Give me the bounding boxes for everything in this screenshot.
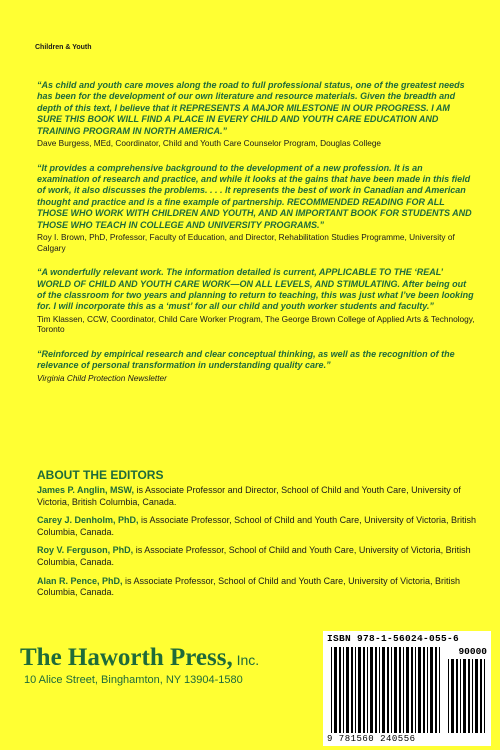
barcode-bar [475, 659, 478, 733]
review-quote: “It provides a comprehensive background to the development of a new profession. It is an examination of research and practice, and while it looks at the gains that have been made in this field of work, it also discusses the problems. . . . It represents the best of work in Canadian and American thought and practice and is a fine example of partnership. RECOMMENDED READING FOR ALL THOSE WHO WORK WITH CHILDREN AND YOUTH, AND AN IMPORTANT BOOK FOR STUDENTS AND THOSE WHO TEACH IN COLLEGE AND UNIVERSITY PROGRAMS.” [37, 162, 472, 230]
about-the-editors [37, 468, 477, 606]
barcode-bar [363, 647, 365, 733]
barcode-bar [375, 647, 377, 733]
publisher-name: The Haworth Press, [20, 644, 233, 671]
barcode-bar [463, 659, 466, 733]
editor-name: Roy V. Ferguson, PhD, [37, 545, 134, 556]
isbn-barcode [323, 631, 491, 746]
review-attribution: Dave Burgess, MEd, Coordinator, Child and Youth Care Counselor Program, Douglas College [37, 138, 382, 149]
barcode-bar [334, 647, 337, 733]
barcode-bar [406, 647, 409, 733]
barcode-digits: 9 781560 240556 [327, 734, 416, 744]
barcode-bar [430, 647, 433, 733]
barcode-bar [468, 659, 470, 733]
barcode-bar [411, 647, 413, 733]
editor-name: James P. Anglin, MSW, [37, 485, 135, 495]
barcode-bar [346, 647, 349, 733]
publisher-address: 10 Alice Street, Binghamton, NY 13904-1580 [24, 674, 243, 686]
editor-description: is Associate Professor, School of Child and Youth Care, University of Victoria, British Columbia, Canada. [37, 515, 477, 537]
barcode-addon: 90000 [458, 646, 487, 657]
barcode-bar [456, 659, 458, 733]
review-attribution: Tim Klassen, CCW, Coordinator, Child Care Worker Program, The George Brown College of Applied Arts & Technology, Toronto [37, 313, 475, 335]
barcode-bar [423, 647, 425, 733]
review-attribution: Virginia Child Protection Newsletter [37, 372, 167, 383]
barcode-bars [323, 631, 491, 746]
barcode-bar [379, 647, 380, 733]
review-blurb [37, 349, 477, 383]
editor-name: Alan R. Pence, PhD, [37, 575, 123, 586]
review-blurb [37, 163, 477, 254]
barcode-bar [382, 647, 385, 733]
barcode-bar [472, 659, 473, 733]
barcode-bar [367, 647, 368, 733]
barcode-bar [448, 659, 449, 733]
review-quote: “Reinforced by empirical research and clear conceptual thinking, as well as the recognition of the relevance of personal transformation in understanding quality care.” [37, 349, 455, 371]
publisher-suffix: Inc. [232, 652, 260, 668]
barcode-bar [370, 647, 373, 733]
barcode-bar [358, 647, 361, 733]
review-quote: “A wonderfully relevant work. The information detailed is current, APPLICABLE TO THE ‘REAL’ WORLD OF CHILD AND YOUTH CARE WORK—ON ALL LEVELS, AND STIMULATING. After being out of the classroom for two years and planning to return to teaching, this was just what I’ve been looking for. I will incorporate this as a ‘must’ for all our child and youth worker students and faculty.” [37, 267, 474, 312]
editor-description: is Associate Professor, School of Child and Youth Care, University of Victoria, British Columbia, Canada. [37, 545, 471, 567]
barcode-bar [460, 659, 461, 733]
review-attribution: Roy I. Brown, PhD, Professor, Faculty of Education, and Director, Rehabilitation Studies Programme, University of Calgary [37, 232, 455, 253]
editor-name: Carey J. Denholm, PhD, [37, 515, 139, 526]
barcode-bar [427, 647, 428, 733]
review-blurbs [37, 80, 477, 397]
barcode-bar [387, 647, 389, 733]
barcode-bar [415, 647, 416, 733]
barcode-bar [391, 647, 392, 733]
editor-entry [37, 576, 477, 599]
barcode-bar [343, 647, 344, 733]
editor-description: is Associate Professor and Director, School of Child and Youth Care, University of Victoria, British Columbia, Canada. [37, 485, 461, 507]
editor-entry [37, 545, 477, 568]
barcode-bar [394, 647, 397, 733]
category-label: Children & Youth [35, 44, 92, 51]
barcode-bar [451, 659, 454, 733]
barcode-bar [418, 647, 421, 733]
review-quote: “As child and youth care moves along the road to full professional status, one of the greatest needs has been for the development of our own literature and resource materials. Given the breadth and depth of this text, I believe that it REPRESENTS A MAJOR MILESTONE IN OUR PROGRESS. I AM SURE THIS BOOK WILL FIND A PLACE IN EVERY CHILD AND YOUTH CARE EDUCATION AND TRAINING PROGRAM IN NORTH AMERICA.” [37, 80, 465, 136]
review-blurb [37, 267, 477, 335]
barcode-bar [480, 659, 482, 733]
barcode-bar [484, 659, 485, 733]
barcode-bar [399, 647, 401, 733]
barcode-bar [355, 647, 356, 733]
barcode-bar [439, 647, 440, 733]
barcode-bar [339, 647, 341, 733]
barcode-bar [435, 647, 437, 733]
barcode-bar [331, 647, 332, 733]
editor-description: is Associate Professor, School of Child and Youth Care, University of Victoria, British Columbia, Canada. [37, 575, 461, 598]
publisher-logo [20, 644, 259, 672]
barcode-bar [403, 647, 404, 733]
publisher-block [20, 644, 259, 686]
editors-heading: ABOUT THE EDITORS [37, 468, 164, 482]
isbn-number: ISBN 978-1-56024-055-6 [327, 633, 460, 644]
editor-entry [37, 515, 477, 538]
barcode-bar [351, 647, 353, 733]
editor-entry [37, 485, 477, 508]
review-blurb [37, 80, 477, 149]
